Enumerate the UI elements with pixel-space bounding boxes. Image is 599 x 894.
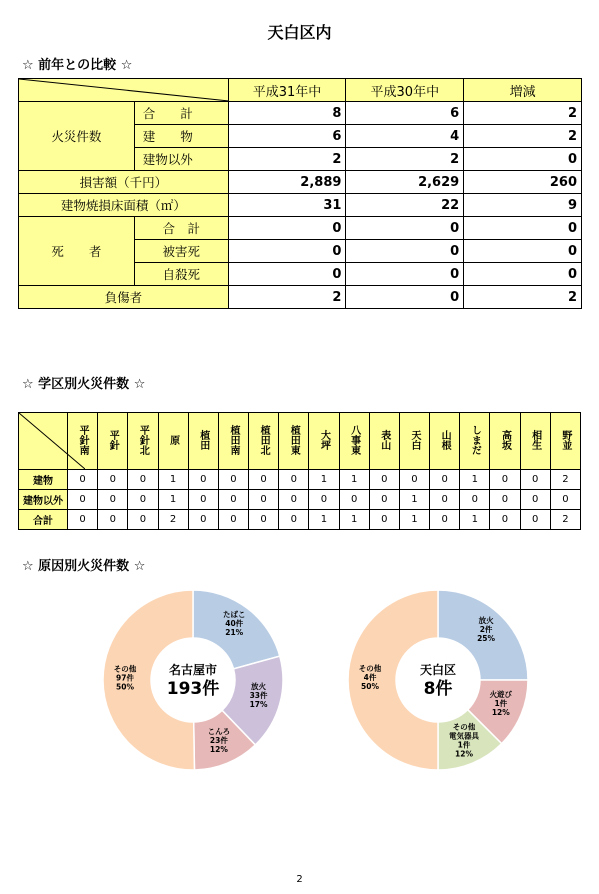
- table-cell: 2: [550, 510, 580, 530]
- victim-change: 0: [464, 240, 582, 263]
- death-total-label: 合 計: [134, 217, 228, 240]
- table-cell: 0: [128, 470, 158, 490]
- table-cell: 0: [279, 490, 309, 510]
- district-header-label: 平針南: [77, 424, 89, 455]
- table-cell: 0: [98, 490, 128, 510]
- total-h30: 6: [346, 102, 464, 125]
- table-cell: 1: [158, 470, 188, 490]
- section-comparison-heading: ☆ 前年との比較 ☆: [22, 58, 133, 73]
- table-cell: 0: [490, 510, 520, 530]
- table-cell: 0: [369, 490, 399, 510]
- slice-label-text: その他: [113, 664, 137, 674]
- district-header-label: 植田南: [227, 424, 239, 455]
- district-header: [460, 413, 490, 470]
- table-row: [19, 490, 581, 510]
- chart-center-title: 天白区: [419, 663, 457, 677]
- slice-label-text: 1件: [457, 740, 471, 750]
- diagonal-line: [19, 79, 229, 101]
- suicide-h31: 0: [228, 263, 346, 286]
- table-cell: 0: [218, 510, 248, 530]
- district-header-label: 大坪: [318, 429, 330, 450]
- table-cell: 0: [249, 510, 279, 530]
- table-cell: 0: [188, 510, 218, 530]
- damage-change: 260: [464, 171, 582, 194]
- table-cell: 1: [399, 490, 429, 510]
- district-header: [490, 413, 520, 470]
- slice-label-text: 1件: [494, 699, 508, 709]
- table-cell: 0: [68, 470, 98, 490]
- table-cell: 2: [158, 510, 188, 530]
- suicide-change: 0: [464, 263, 582, 286]
- damage-h31: 2,889: [228, 171, 346, 194]
- victim-h31: 0: [228, 240, 346, 263]
- district-header-label: 表山: [378, 429, 390, 450]
- table-cell: 0: [68, 510, 98, 530]
- table-cell: 0: [520, 490, 550, 510]
- page-number: 2: [296, 874, 303, 885]
- table-cell: 0: [218, 490, 248, 510]
- non-building-h31: 2: [228, 148, 346, 171]
- table-cell: 0: [98, 510, 128, 530]
- district-header-label: 八事東: [348, 424, 360, 455]
- table-cell: 1: [399, 510, 429, 530]
- table-cell: 0: [128, 490, 158, 510]
- total-label: 合 計: [134, 102, 228, 125]
- diagonal-line: [19, 413, 85, 469]
- table-cell: 0: [430, 470, 460, 490]
- non-building-change: 0: [464, 148, 582, 171]
- chart-center-value: 8件: [423, 679, 453, 699]
- district-header: [520, 413, 550, 470]
- table-cell: 1: [309, 510, 339, 530]
- header-change: 増減: [464, 79, 582, 102]
- table-cell: 0: [460, 490, 490, 510]
- page-title: 天白区内: [267, 23, 332, 42]
- district-header-label: 原: [167, 434, 179, 445]
- table-cell: 0: [309, 490, 339, 510]
- table-cell: 0: [68, 490, 98, 510]
- table-cell: 0: [520, 470, 550, 490]
- slice-label-text: 火遊び: [489, 690, 513, 700]
- district-header: [98, 413, 128, 470]
- table-cell: 1: [309, 470, 339, 490]
- district-header: [339, 413, 369, 470]
- slice-label-text: 23件: [209, 735, 228, 745]
- suicide-h30: 0: [346, 263, 464, 286]
- table-cell: 0: [490, 490, 520, 510]
- area-h31: 31: [228, 194, 346, 217]
- table-cell: 0: [430, 490, 460, 510]
- slice-label: [223, 609, 246, 637]
- table-cell: 1: [158, 490, 188, 510]
- district-header-label: 平針: [107, 429, 119, 450]
- slice-label-text: 放火: [251, 682, 267, 692]
- slice-label: [114, 664, 137, 692]
- district-header-label: 植田東: [288, 424, 300, 455]
- table-cell: 0: [218, 470, 248, 490]
- tempaku-cause-chart: [343, 585, 533, 775]
- district-table: [18, 412, 581, 530]
- district-header-label: 野並: [559, 429, 571, 450]
- victim-label: 被害死: [134, 240, 228, 263]
- district-header: [550, 413, 580, 470]
- diagonal-header-cell: [19, 79, 229, 102]
- table-cell: 0: [339, 490, 369, 510]
- area-change: 9: [464, 194, 582, 217]
- table-cell: 0: [550, 490, 580, 510]
- building-h31: 6: [228, 125, 346, 148]
- district-header: [158, 413, 188, 470]
- slice-label-text: 21%: [225, 627, 244, 637]
- fire-count-label: 火災件数: [19, 102, 135, 171]
- table-cell: 0: [249, 490, 279, 510]
- slice-label-text: その他: [358, 664, 382, 673]
- slice-label-text: 33件: [249, 691, 268, 701]
- district-header-label: 平針北: [137, 424, 149, 455]
- row-label: 合計: [19, 510, 68, 530]
- total-change: 2: [464, 102, 582, 125]
- district-header: [279, 413, 309, 470]
- district-header: [249, 413, 279, 470]
- suicide-label: 自殺死: [134, 263, 228, 286]
- district-header-label: 高坂: [499, 429, 511, 450]
- nagoya-cause-chart: [98, 585, 288, 775]
- section-cause-heading: ☆ 原因別火災件数 ☆: [22, 559, 146, 574]
- table-cell: 1: [460, 470, 490, 490]
- slice-label-text: 放火: [478, 615, 494, 625]
- table-cell: 0: [188, 470, 218, 490]
- table-cell: 0: [430, 510, 460, 530]
- building-change: 2: [464, 125, 582, 148]
- death-total-h30: 0: [346, 217, 464, 240]
- table-cell: 0: [399, 470, 429, 490]
- table-cell: 0: [249, 470, 279, 490]
- death-label: 死 者: [19, 217, 135, 286]
- slice-label-text: 50%: [361, 682, 379, 691]
- district-header: [218, 413, 248, 470]
- slice-label-text: こんろ: [207, 726, 231, 736]
- area-label: 建物焼損床面積（㎡）: [19, 194, 229, 217]
- comparison-table: [18, 78, 582, 309]
- table-cell: 0: [128, 510, 158, 530]
- victim-h30: 0: [346, 240, 464, 263]
- slice-label-text: 4件: [363, 673, 377, 682]
- table-cell: 0: [188, 490, 218, 510]
- slice-label-text: 12%: [209, 744, 228, 754]
- non-building-h30: 2: [346, 148, 464, 171]
- row-label: 建物以外: [19, 490, 68, 510]
- table-cell: 0: [279, 510, 309, 530]
- table-row: [19, 470, 581, 490]
- diagonal-corner-cell: [19, 413, 68, 470]
- district-header: [430, 413, 460, 470]
- row-label: 建物: [19, 470, 68, 490]
- district-header-label: 天白: [408, 429, 420, 450]
- slice-label-text: 25%: [477, 633, 496, 643]
- slice-label-text: その他: [452, 722, 476, 732]
- table-cell: 0: [279, 470, 309, 490]
- table-cell: 0: [369, 470, 399, 490]
- building-h30: 4: [346, 125, 464, 148]
- table-cell: 2: [550, 470, 580, 490]
- slice-label-text: 40件: [225, 618, 244, 628]
- district-header: [309, 413, 339, 470]
- table-row: [19, 510, 581, 530]
- damage-label: 損害額（千円）: [19, 171, 229, 194]
- damage-h30: 2,629: [346, 171, 464, 194]
- header-h30: 平成30年中: [346, 79, 464, 102]
- injured-label: 負傷者: [19, 286, 229, 309]
- table-cell: 0: [490, 470, 520, 490]
- slice-label-text: 17%: [249, 700, 268, 710]
- injured-h31: 2: [228, 286, 346, 309]
- table-cell: 1: [339, 510, 369, 530]
- district-header-label: 相生: [529, 429, 541, 450]
- slice-label-text: 97件: [116, 673, 134, 683]
- slice-label: [250, 681, 268, 709]
- district-header-label: 植田: [197, 429, 209, 450]
- total-h31: 8: [228, 102, 346, 125]
- area-h30: 22: [346, 194, 464, 217]
- building-label: 建 物: [134, 125, 228, 148]
- death-total-h31: 0: [228, 217, 346, 240]
- district-header: [128, 413, 158, 470]
- table-cell: 1: [339, 470, 369, 490]
- table-cell: 0: [369, 510, 399, 530]
- table-cell: 0: [520, 510, 550, 530]
- slice-label-text: 50%: [116, 682, 134, 692]
- header-h31: 平成31年中: [228, 79, 346, 102]
- chart-center-title: 名古屋市: [168, 663, 218, 677]
- injured-change: 2: [464, 286, 582, 309]
- district-header: [399, 413, 429, 470]
- death-total-change: 0: [464, 217, 582, 240]
- table-cell: 0: [98, 470, 128, 490]
- slice-label-text: 12%: [491, 708, 510, 718]
- injured-h30: 0: [346, 286, 464, 309]
- non-building-label: 建物以外: [134, 148, 228, 171]
- district-header-label: 植田北: [258, 424, 270, 455]
- district-header: [188, 413, 218, 470]
- table-cell: 1: [460, 510, 490, 530]
- district-header-label: しまだ: [469, 424, 481, 455]
- section-district-heading: ☆ 学区別火災件数 ☆: [22, 377, 146, 392]
- slice-label: [208, 727, 231, 754]
- slice-label-text: 電気器具: [449, 731, 480, 741]
- slice-label-text: 12%: [455, 749, 473, 759]
- chart-center-value: 193件: [166, 679, 220, 699]
- slice-label-text: たばこ: [222, 609, 246, 619]
- district-header-label: 山根: [439, 429, 451, 450]
- slice-label-text: 2件: [479, 624, 493, 634]
- district-header: [369, 413, 399, 470]
